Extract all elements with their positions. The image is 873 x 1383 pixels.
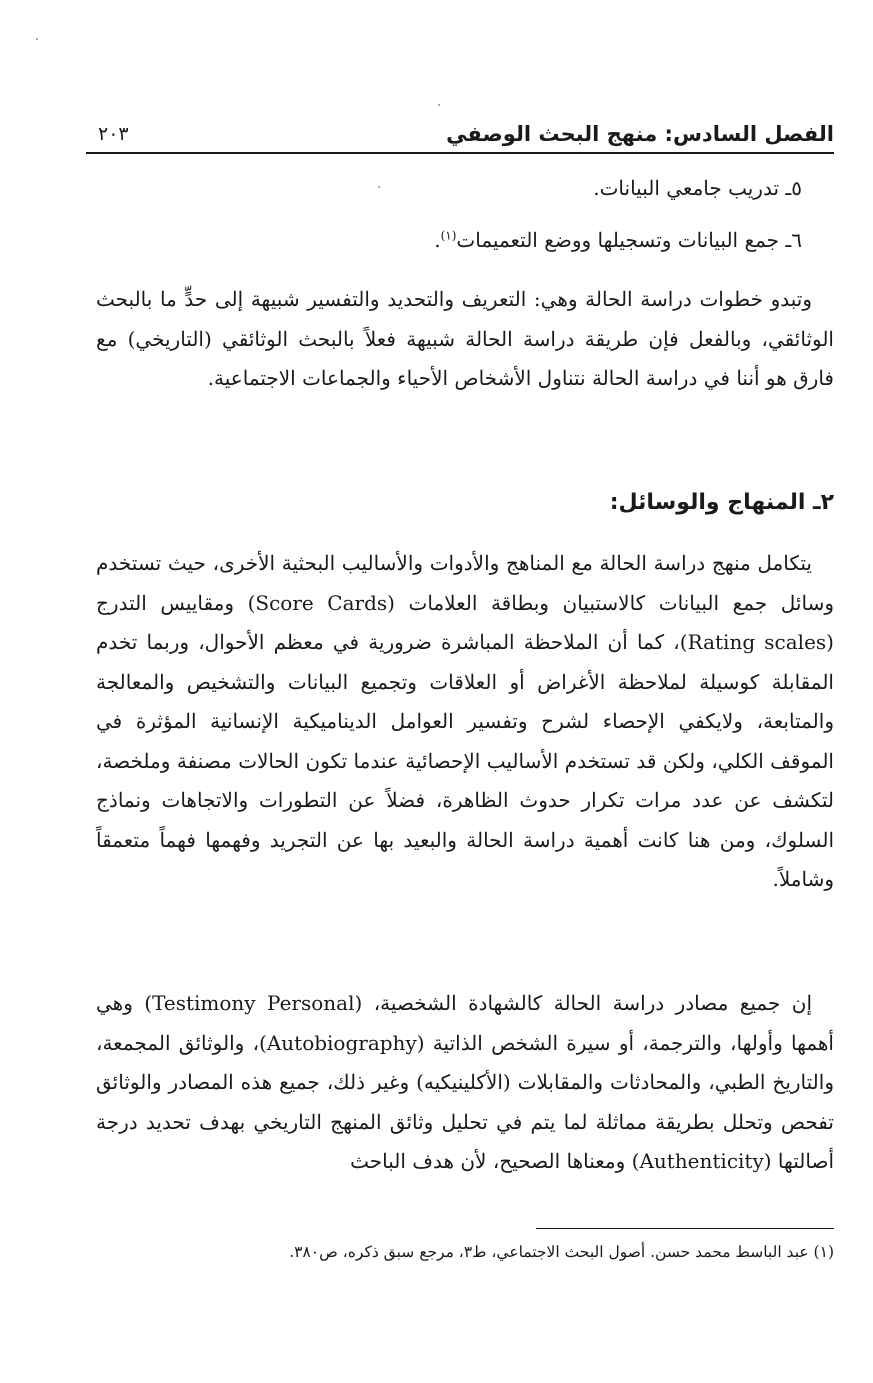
list-item-number: ٥ـ [785, 176, 802, 200]
list-item [86, 214, 802, 266]
list-item-text: جمع البيانات وتسجيلها ووضع التعميمات [456, 228, 780, 252]
footnote-reference: (١) [440, 228, 457, 243]
paragraph-methods [96, 544, 834, 900]
footnote-rule [536, 1228, 834, 1229]
scan-speck [438, 104, 440, 106]
paragraph-case-steps [96, 280, 834, 399]
header-rule [86, 152, 834, 154]
list-item [86, 162, 802, 214]
footnote: (١) عبد الباسط محمد حسن. أصول البحث الاجتماعي، ط٣، مرجع سبق ذكره، ص٣٨٠. [289, 1243, 834, 1261]
paragraph-text: يتكامل منهج دراسة الحالة مع المناهج والأدوات والأساليب البحثية الأخرى، حيث تستخدم وسائل جمع البيانات كالاستبيان وبطاقة العلامات (Score Cards) ومقاييس التدرج (Rating scales)، كما أن الملاحظة المباشرة ضرورية في معظم الأحوال، وربما تخدم المقابلة كوسيلة لملاحظة الأغراض أو العلاقات وتجميع البيانات والتشخيص والمعالجة والمتابعة، ولايكفي الإحصاء لشرح وتفسير العوامل الديناميكية الإنسانية المؤثرة في الموقف الكلي، ولكن قد تستخدم الأساليب الإحصائية عندما تكون الحالات مصنفة وملخصة، لتكشف عن عدد مرات تكرار حدوث الظاهرة، فضلاً عن التطورات والاتجاهات ونماذج السلوك، ومن هنا كانت أهمية دراسة الحالة والبعيد بها عن التجريد وفهمها فهماً متعمقاً وشاملاً. [96, 551, 834, 891]
running-header [86, 110, 834, 150]
chapter-title: الفصل السادس: منهج البحث الوصفي [446, 122, 834, 146]
paragraph-sources [96, 984, 834, 1182]
scan-speck [36, 38, 38, 40]
paragraph-text: وتبدو خطوات دراسة الحالة وهي: التعريف والتحديد والتفسير شبيهة إلى حدٍّ ما بالبحث الوثائقي، وبالفعل فإن طريقة دراسة الحالة شبيهة فعلاً بالبحث الوثائقي (التاريخي) مع فارق هو أننا في دراسة الحالة نتناول الأشخاص الأحياء والجماعات الاجتماعية. [96, 287, 834, 390]
list-item-text: تدريب جامعي البيانات. [593, 176, 780, 200]
list-item-number: ٦ـ [785, 228, 802, 252]
numbered-list [86, 162, 802, 266]
page-number: ٢٠٣ [98, 123, 129, 145]
paragraph-text: إن جميع مصادر دراسة الحالة كالشهادة الشخصية، (Testimony Personal) وهي أهمها وأولها، والترجمة، أو سيرة الشخص الذاتية (Autobiography)، والوثائق المجمعة، والتاريخ الطبي، والمحادثات والمقابلات (الأكلينيكيه) وغير ذلك، جميع هذه المصادر والوثائق تفحص وتحلل بطريقة مماثلة لما يتم في تحليل وثائق المنهج التاريخي بهدف تحديد درجة أصالتها (Authenticity) ومعناها الصحيح، لأن هدف الباحث [96, 991, 834, 1173]
section-heading: ٢ـ المنهاج والوسائل: [609, 490, 834, 515]
list-item-end: . [434, 228, 441, 252]
